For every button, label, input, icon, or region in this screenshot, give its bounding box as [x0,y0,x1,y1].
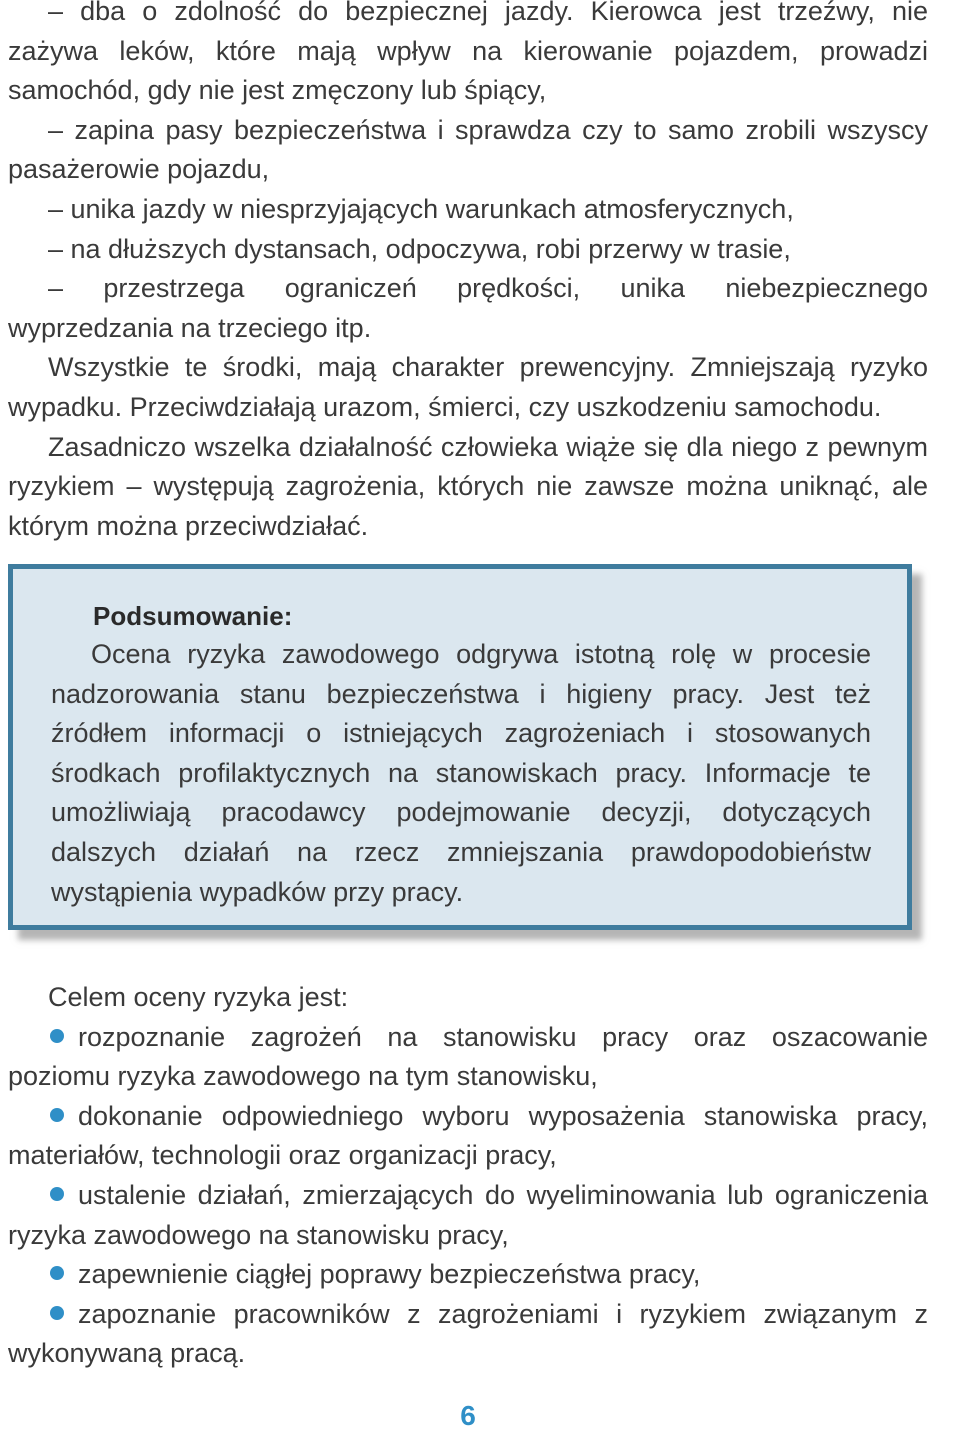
list-item: ustalenie działań, zmierzających do wyeliminowania lub ograniczenia ryzyka zawodowego na stanowisku pracy, [8,1179,928,1250]
list-item: rozpoznanie zagrożeń na stanowisku pracy oraz oszacowanie poziomu ryzyka zawodowego na tym stanowisku, [8,1021,928,1092]
goals-intro: Celem oceny ryzyka jest: [48,982,349,1012]
page-number: 6 [460,1400,476,1431]
bullet-icon [50,1108,64,1122]
list-item: dokonanie odpowiedniego wyboru wyposażenia stanowiska pracy, materiałów, technologii oraz organizacji pracy, [8,1100,928,1171]
bullet-icon [50,1306,64,1320]
paragraph: – unika jazdy w niesprzyjających warunkach atmosferycznych, [48,193,794,224]
paragraph: – zapina pasy bezpieczeństwa i sprawdza czy to samo zrobili wszyscy pasażerowie pojazdu, [8,114,928,185]
list-item: zapoznanie pracowników z zagrożeniami i ryzykiem związanym z wykonywaną pracą. [8,1298,928,1369]
list-item: zapewnienie ciągłej poprawy bezpieczeństwa pracy, [8,1255,928,1295]
bullet-icon [50,1187,64,1201]
summary-box [8,564,912,930]
bullet-icon [50,1029,64,1043]
paragraph: – dba o zdolność do bezpiecznej jazdy. Kierowca jest trzeźwy, nie zażywa leków, które mają wpływ na kierowanie pojazdem, prowadzi samochód, gdy nie jest zmęczony lub śpiący, [8,0,928,106]
paragraph: – na dłuższych dystansach, odpoczywa, robi przerwy w trasie, [48,233,791,264]
paragraph: Wszystkie te środki, mają charakter prewencyjny. Zmniejszają ryzyko wypadku. Przeciwdziałają urazom, śmierci, czy uszkodzeniu samochodu. [8,352,928,422]
bullet-icon [50,1266,64,1280]
summary-text: Ocena ryzyka zawodowego odgrywa istotną rolę w procesie nadzorowania stanu bezpieczeństwa i higieny pracy. Jest też źródłem informacji o istniejących zagrożeniach i stosowanych środkach profilaktycznych na stanowiskach pracy. Informacje te umożliwiają pracodawcy podejmowanie decyzji, dotyczących dalszych działań na rzecz zmniejszania prawdopodobieństw wystąpienia wypadków przy pracy. [51,639,871,907]
goals-section [8,978,928,1374]
paragraph: Zasadniczo wszelka działalność człowieka wiąże się dla niego z pewnym ryzykiem – występują zagrożenia, których nie zawsze można uniknąć, ale którym można przeciwdziałać. [8,431,928,541]
paragraph: – przestrzega ograniczeń prędkości, unika niebezpiecznego wyprzedzania na trzeciego itp. [8,273,928,343]
summary-heading: Podsumowanie: [93,601,293,631]
intro-section [8,0,928,546]
